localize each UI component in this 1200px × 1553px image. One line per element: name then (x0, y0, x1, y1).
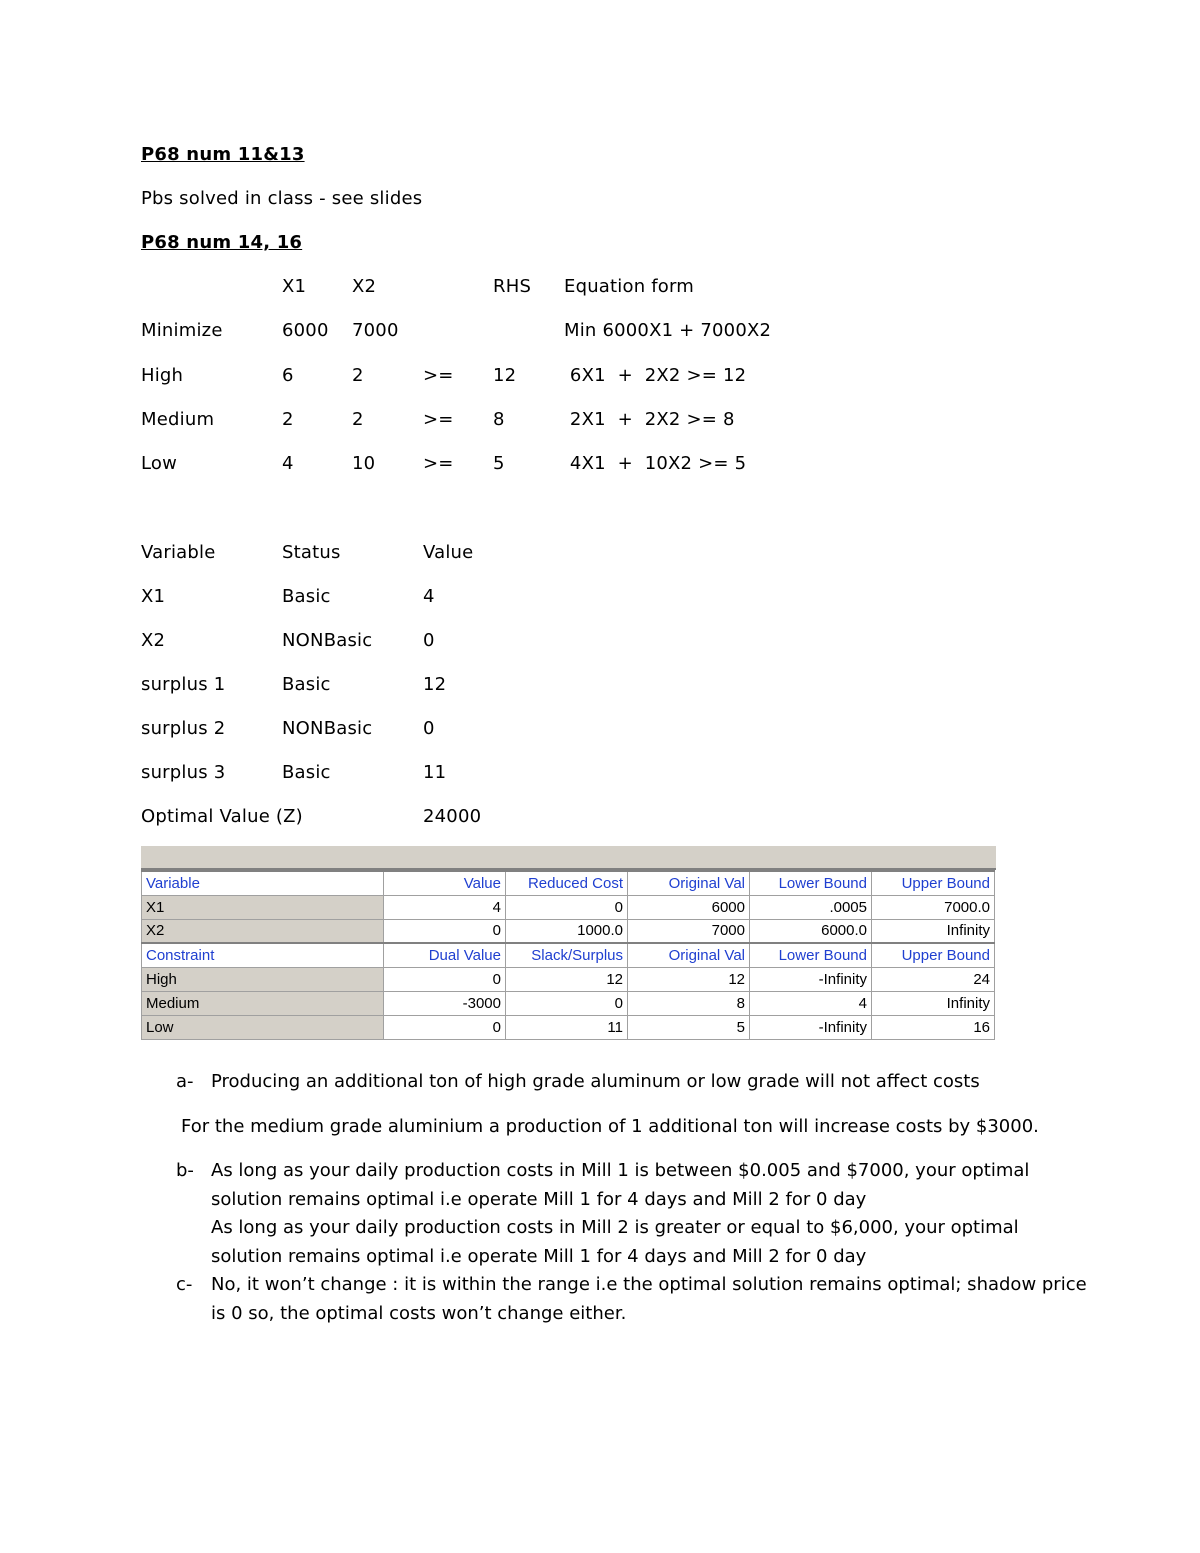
solution-row-status: NONBasic (282, 630, 373, 651)
solution-row-variable: surplus 1 (141, 674, 226, 695)
table-cell: 0 (506, 991, 628, 1015)
model-row-equation: 2X1 + 2X2 >= 8 (564, 409, 735, 430)
table-cell: Infinity (872, 919, 995, 943)
table-cell: 5 (628, 1015, 750, 1039)
header-cell: Upper Bound (872, 871, 995, 895)
answer-b-text-2: As long as your daily production costs in Mill 2 is greater or equal to $6,000, your optimal solution remains optimal i.e operate Mill 1 for 4 days and Mill 2 for 0 day (211, 1217, 1019, 1267)
output-window-titlebar (141, 846, 996, 870)
solution-row-value: 11 (423, 762, 447, 783)
table-cell: 0 (384, 967, 506, 991)
model-row-rhs: 8 (493, 409, 505, 430)
sensitivity-output-screenshot (141, 846, 996, 1046)
row-label-cell: X1 (142, 895, 384, 919)
solution-header-status: Status (282, 542, 341, 563)
model-row-x1: 6000 (282, 320, 329, 341)
table-cell: -Infinity (750, 967, 872, 991)
table-cell: 4 (750, 991, 872, 1015)
model-row-x2: 7000 (352, 320, 399, 341)
header-cell: Reduced Cost (506, 871, 628, 895)
table-cell: 0 (384, 919, 506, 943)
solution-row-status: Basic (282, 586, 331, 607)
table-cell: 7000.0 (872, 895, 995, 919)
solution-row-value: 0 (423, 718, 435, 739)
model-row-operator: >= (423, 453, 454, 474)
model-row-label: Minimize (141, 320, 223, 341)
constraint-header-row (142, 943, 995, 967)
header-cell: Variable (142, 871, 384, 895)
table-cell: -Infinity (750, 1015, 872, 1039)
answers-list (141, 1068, 1091, 1328)
row-label-cell: High (142, 967, 384, 991)
solution-row-status: NONBasic (282, 718, 373, 739)
header-cell: Slack/Surplus (506, 943, 628, 967)
header-cell: Value (384, 871, 506, 895)
model-row-x1: 6 (282, 365, 294, 386)
table-cell: 0 (506, 895, 628, 919)
list-marker: b- (176, 1160, 194, 1181)
answer-c-text: No, it won’t change : it is within the range i.e the optimal solution remains optimal; shadow price is 0 so, the optimal costs won’t change either. (211, 1274, 1087, 1324)
model-row-rhs: 5 (493, 453, 505, 474)
table-cell: 12 (628, 967, 750, 991)
header-cell: Constraint (142, 943, 384, 967)
sensitivity-table (141, 870, 995, 1040)
model-row-label: High (141, 365, 184, 386)
table-cell: 6000 (628, 895, 750, 919)
solution-row-value: 4 (423, 586, 435, 607)
table-cell: 11 (506, 1015, 628, 1039)
table-row (142, 919, 995, 943)
model-header-x1: X1 (282, 276, 307, 297)
heading-p68-11-13: P68 num 11&13 (141, 144, 305, 165)
solution-row-status: Basic (282, 674, 331, 695)
table-cell: 12 (506, 967, 628, 991)
table-cell: 0 (384, 1015, 506, 1039)
heading-p68-14-16: P68 num 14, 16 (141, 232, 303, 253)
answer-b (141, 1157, 1091, 1271)
header-cell: Lower Bound (750, 943, 872, 967)
model-row-equation: Min 6000X1 + 7000X2 (564, 320, 772, 341)
model-row-x1: 4 (282, 453, 294, 474)
row-label-cell: Medium (142, 991, 384, 1015)
model-row-x2: 2 (352, 365, 364, 386)
model-row-x2: 2 (352, 409, 364, 430)
model-row-label: Low (141, 453, 178, 474)
model-row-operator: >= (423, 365, 454, 386)
solution-header-variable: Variable (141, 542, 216, 563)
table-cell: 7000 (628, 919, 750, 943)
table-cell: 6000.0 (750, 919, 872, 943)
header-cell: Original Val (628, 871, 750, 895)
header-cell: Original Val (628, 943, 750, 967)
model-header-rhs: RHS (493, 276, 532, 297)
solution-row-variable: X2 (141, 630, 166, 651)
header-cell: Dual Value (384, 943, 506, 967)
model-header-equation: Equation form (564, 276, 695, 297)
solution-row-variable: surplus 3 (141, 762, 226, 783)
answer-c (141, 1271, 1091, 1328)
model-row-x2: 10 (352, 453, 376, 474)
header-cell: Lower Bound (750, 871, 872, 895)
table-cell: 4 (384, 895, 506, 919)
model-header-x2: X2 (352, 276, 377, 297)
table-row (142, 991, 995, 1015)
model-row-rhs: 12 (493, 365, 517, 386)
answer-b-text-1: As long as your daily production costs in Mill 1 is between $0.005 and $7000, your optimal solution remains optimal i.e operate Mill 1 for 4 days and Mill 2 for 0 day (211, 1160, 1030, 1210)
model-row-equation: 4X1 + 10X2 >= 5 (564, 453, 747, 474)
model-row-label: Medium (141, 409, 215, 430)
solution-header-value: Value (423, 542, 474, 563)
table-cell: 16 (872, 1015, 995, 1039)
model-row-operator: >= (423, 409, 454, 430)
model-row-equation: 6X1 + 2X2 >= 12 (564, 365, 747, 386)
note-solved-in-class: Pbs solved in class - see slides (141, 188, 423, 209)
table-cell: 24 (872, 967, 995, 991)
solution-row-value: 12 (423, 674, 447, 695)
table-row (142, 1015, 995, 1039)
row-label-cell: Low (142, 1015, 384, 1039)
table-cell: -3000 (384, 991, 506, 1015)
table-cell: .0005 (750, 895, 872, 919)
header-cell: Upper Bound (872, 943, 995, 967)
answer-a (141, 1068, 1091, 1097)
list-marker: a- (176, 1071, 194, 1092)
table-cell: 8 (628, 991, 750, 1015)
table-cell: Infinity (872, 991, 995, 1015)
table-row (142, 895, 995, 919)
optimal-value: 24000 (423, 806, 482, 827)
optimal-value-label: Optimal Value (Z) (141, 806, 303, 827)
answer-a-followup: For the medium grade aluminium a production of 1 additional ton will increase costs by $3000. (181, 1115, 1039, 1137)
row-label-cell: X2 (142, 919, 384, 943)
solution-row-status: Basic (282, 762, 331, 783)
answer-a-text: Producing an additional ton of high grade aluminum or low grade will not affect costs (211, 1071, 980, 1092)
solution-row-variable: X1 (141, 586, 166, 607)
table-cell: 1000.0 (506, 919, 628, 943)
model-row-x1: 2 (282, 409, 294, 430)
list-marker: c- (176, 1274, 193, 1295)
solution-row-variable: surplus 2 (141, 718, 226, 739)
solution-row-value: 0 (423, 630, 435, 651)
table-row (142, 967, 995, 991)
variable-header-row (142, 871, 995, 895)
